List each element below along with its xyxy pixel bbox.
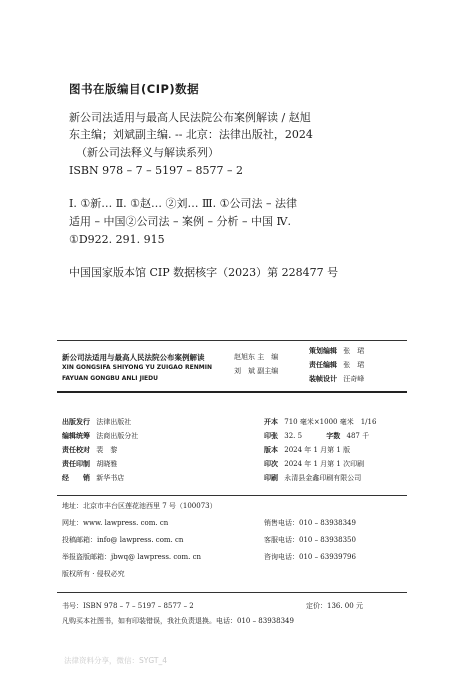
sheets-label: 印张	[264, 432, 278, 440]
format-value: 710 毫米×1000 毫米 1/16	[284, 418, 377, 426]
footer-isbn: 书号：ISBN 978 – 7 – 5197 – 8577 – 2	[62, 602, 194, 610]
book-title-pinyin: XIN GONGSIFA SHIYONG YU ZUIGAO RENMIN	[62, 364, 212, 371]
edition-label: 版本	[264, 446, 278, 454]
publishing-label: 经 销	[62, 474, 90, 482]
deputy-editor: 刘 斌 副主编	[234, 367, 279, 375]
service-phone: 客服电话：010 – 83938350	[264, 536, 356, 544]
book-title-pinyin: FAYUAN GONGBU ANLI JIEDU	[62, 375, 158, 382]
publishing-row	[62, 446, 117, 455]
editor-row	[309, 347, 364, 356]
printing-row	[264, 460, 364, 469]
words-value: 487 千	[346, 432, 370, 440]
publishing-label: 责任印制	[62, 460, 90, 468]
printing-value: 2024 年 1 月第 1 次印刷	[284, 460, 365, 468]
printing-label: 印次	[264, 460, 278, 468]
sales-phone: 销售电话：010 – 83938349	[264, 519, 356, 527]
printer-label: 印刷	[264, 474, 278, 482]
editor-value: 张 珺	[343, 347, 365, 355]
publishing-value: 胡晓雅	[96, 460, 118, 468]
printer-value: 永清县金鑫印刷有限公司	[284, 474, 362, 482]
watermark: 法律资料分享，微信：SYGT_4	[64, 656, 167, 665]
cip-line: 东主编；刘斌副主编. -- 北京：法律出版社，2024	[69, 128, 313, 141]
printer-row	[264, 474, 361, 483]
cip-line: Ⅰ. ①新… Ⅱ. ①赵… ②刘… Ⅲ. ①公司法 – 法律	[69, 197, 297, 210]
editor-row	[309, 375, 364, 384]
publishing-label: 出版发行	[62, 418, 90, 426]
cip-title: 图书在版编目(CIP)数据	[69, 82, 200, 96]
cip-line: ①D922. 291. 915	[69, 233, 165, 246]
website: 网址：www. lawpress. com. cn	[62, 519, 169, 527]
submission-email: 投稿邮箱：info@ lawpress. com. cn	[62, 536, 184, 544]
divider	[57, 495, 407, 496]
footer-price: 定价：136. 00 元	[306, 602, 363, 610]
words-label: 字数	[326, 432, 341, 440]
divider	[57, 340, 407, 341]
editor-label: 装帧设计	[309, 375, 337, 383]
editor-value: 张 珺	[343, 361, 365, 369]
cip-isbn: ISBN 978 – 7 – 5197 – 8577 – 2	[69, 164, 244, 177]
editor-label: 责任编辑	[309, 361, 337, 369]
publishing-row	[62, 432, 138, 441]
sheets-row	[264, 432, 369, 441]
publishing-value: 法商出版分社	[96, 432, 139, 440]
editor-label: 策划编辑	[309, 347, 337, 355]
cip-line: （新公司法释义与解读系列）	[76, 146, 219, 159]
publishing-value: 法律出版社	[96, 418, 132, 426]
publishing-value: 裴 黎	[96, 446, 118, 454]
publishing-value: 新华书店	[96, 474, 125, 482]
sheets-value: 32. 5	[284, 432, 303, 440]
publishing-label: 编辑统筹	[62, 432, 90, 440]
copyright-notice: 版权所有 · 侵权必究	[62, 570, 125, 578]
publishing-label: 责任校对	[62, 446, 90, 454]
chief-editor: 赵旭东 主 编	[234, 353, 279, 361]
editor-row	[309, 361, 364, 370]
publishing-row	[62, 460, 117, 469]
footer-notice: 凡购买本社图书，如有印装错误，我社负责退换。电话：010 – 83938349	[62, 617, 294, 625]
divider	[57, 391, 407, 393]
publishing-row	[62, 418, 131, 427]
edition-row	[264, 446, 350, 455]
address: 地址：北京市丰台区莲花池西里 7 号（100073）	[62, 502, 217, 510]
piracy-report-email: 举报盗版邮箱：jbwq@ lawpress. com. cn	[62, 553, 202, 561]
format-label: 开本	[264, 418, 278, 426]
cip-line: 适用 – 中国②公司法 – 案例 – 分析 – 中国 Ⅳ.	[69, 215, 291, 228]
inquiry-phone: 咨询电话：010 – 63939796	[264, 553, 356, 561]
divider	[57, 592, 407, 593]
format-row	[264, 418, 376, 427]
editor-value: 汪奇峰	[343, 375, 365, 383]
cip-line: 新公司法适用与最高人民法院公布案例解读 / 赵旭	[69, 111, 311, 124]
publishing-row	[62, 474, 124, 483]
edition-value: 2024 年 1 月第 1 版	[284, 446, 351, 454]
book-title: 新公司法适用与最高人民法院公布案例解读	[62, 353, 205, 362]
cip-record-number: 中国国家版本馆 CIP 数据核字（2023）第 228477 号	[69, 266, 339, 279]
